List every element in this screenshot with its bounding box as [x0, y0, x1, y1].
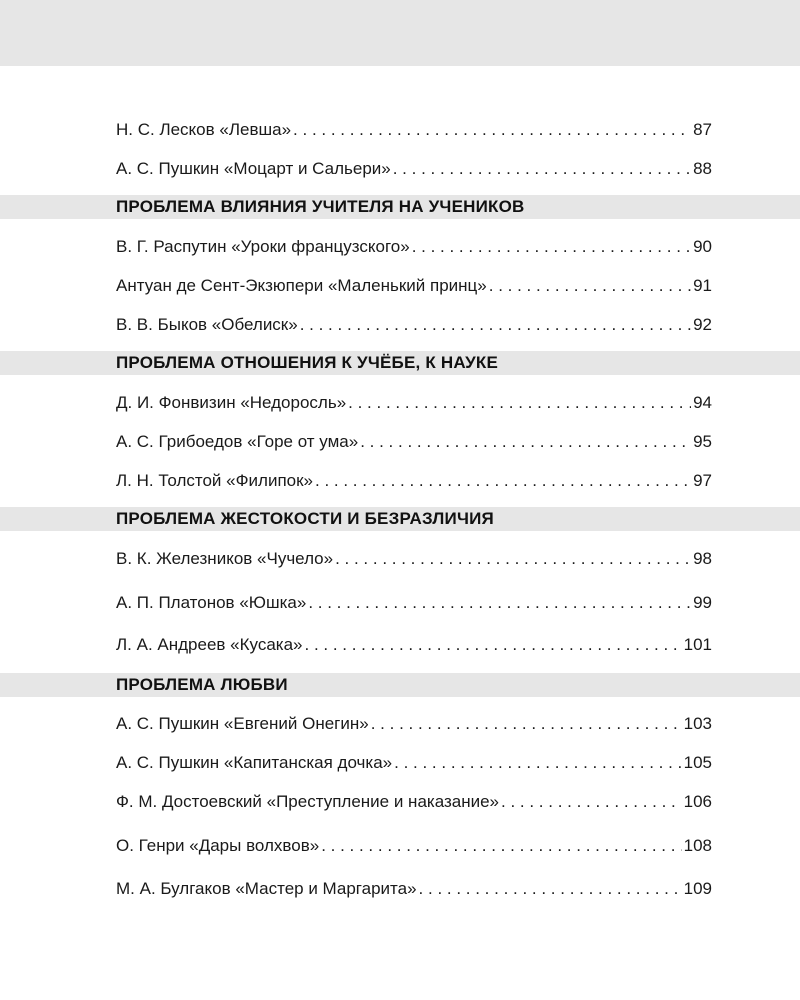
dot-leader: [321, 835, 681, 857]
entry-page-number: 97: [693, 471, 712, 490]
entry-page-number: 103: [683, 714, 712, 733]
entry-title: В. К. Железников «Чучело»: [116, 549, 334, 568]
toc-entry-zheleznikov-chuchelo[interactable]: [116, 548, 712, 570]
section-title: ПРОБЛЕМА ОТНОШЕНИЯ К УЧЁБЕ, К НАУКЕ: [116, 353, 499, 372]
dot-leader: [419, 878, 682, 900]
dot-leader: [394, 752, 681, 774]
section-title: ПРОБЛЕМА ЖЕСТОКОСТИ И БЕЗРАЗЛИЧИЯ: [116, 509, 494, 528]
toc-entry-pushkin-onegin[interactable]: [116, 713, 712, 735]
section-title: ПРОБЛЕМА ЛЮБВИ: [116, 675, 288, 694]
toc-entry-henry-magi[interactable]: [116, 835, 712, 857]
section-header-cruelty: [0, 507, 800, 531]
toc-entry-dostoevsky-crime[interactable]: [116, 791, 712, 813]
dot-leader: [371, 713, 682, 735]
entry-title: Л. Н. Толстой «Филипок»: [116, 471, 313, 490]
entry-title: Л. А. Андреев «Кусака»: [116, 635, 303, 654]
dot-leader: [305, 634, 682, 656]
dot-leader: [501, 791, 682, 813]
section-header-attitude-study: [0, 351, 800, 375]
dot-leader: [315, 470, 691, 492]
dot-leader: [360, 431, 691, 453]
entry-page-number: 91: [693, 276, 712, 295]
section-header-teacher-influence: [0, 195, 800, 219]
entry-title: О. Генри «Дары волхвов»: [116, 836, 320, 855]
entry-title: В. Г. Распутин «Уроки французского»: [116, 237, 410, 256]
entry-title: Ф. М. Достоевский «Преступление и наказание»: [116, 792, 500, 811]
entry-page-number: 108: [683, 836, 712, 855]
toc-entry-leskov-levsha[interactable]: [116, 119, 712, 141]
entry-page-number: 109: [683, 879, 712, 898]
entry-title: А. С. Пушкин «Моцарт и Сальери»: [116, 159, 391, 178]
entry-title: А. С. Грибоедов «Горе от ума»: [116, 432, 359, 451]
toc-entry-saint-exupery-prince[interactable]: [116, 275, 712, 297]
dot-leader: [489, 275, 691, 297]
entry-page-number: 101: [683, 635, 712, 654]
toc-entry-platonov-yushka[interactable]: [116, 592, 712, 614]
dot-leader: [300, 314, 691, 336]
entry-page-number: 106: [683, 792, 712, 811]
toc-entry-bulgakov-master[interactable]: [116, 878, 712, 900]
entry-title: В. В. Быков «Обелиск»: [116, 315, 298, 334]
entry-title: Н. С. Лесков «Левша»: [116, 120, 292, 139]
entry-page-number: 98: [693, 549, 712, 568]
dot-leader: [393, 158, 691, 180]
entry-title: Антуан де Сент-Экзюпери «Маленький принц»: [116, 276, 487, 295]
toc-entry-pushkin-captains-daughter[interactable]: [116, 752, 712, 774]
toc-entry-fonvizin-nedorosl[interactable]: [116, 392, 712, 414]
entry-page-number: 95: [693, 432, 712, 451]
toc-entry-tolstoy-filipok[interactable]: [116, 470, 712, 492]
entry-title: А. С. Пушкин «Капитанская дочка»: [116, 753, 393, 772]
entry-title: А. П. Платонов «Юшка»: [116, 593, 307, 612]
toc-entry-griboedov-gore[interactable]: [116, 431, 712, 453]
toc-entry-andreev-kusaka[interactable]: [116, 634, 712, 656]
entry-page-number: 99: [693, 593, 712, 612]
entry-title: А. С. Пушкин «Евгений Онегин»: [116, 714, 369, 733]
dot-leader: [335, 548, 691, 570]
toc-entry-pushkin-mozart[interactable]: [116, 158, 712, 180]
entry-page-number: 90: [693, 237, 712, 256]
entry-page-number: 92: [693, 315, 712, 334]
section-title: ПРОБЛЕМА ВЛИЯНИЯ УЧИТЕЛЯ НА УЧЕНИКОВ: [116, 197, 525, 216]
entry-page-number: 105: [683, 753, 712, 772]
dot-leader: [293, 119, 691, 141]
dot-leader: [308, 592, 691, 614]
entry-page-number: 87: [693, 120, 712, 139]
toc-entry-rasputin-lessons[interactable]: [116, 236, 712, 258]
section-header-love: [0, 673, 800, 697]
entry-page-number: 88: [693, 159, 712, 178]
toc-entry-bykov-obelisk[interactable]: [116, 314, 712, 336]
entry-page-number: 94: [693, 393, 712, 412]
dot-leader: [412, 236, 691, 258]
entry-title: Д. И. Фонвизин «Недоросль»: [116, 393, 347, 412]
entry-title: М. А. Булгаков «Мастер и Маргарита»: [116, 879, 417, 898]
dot-leader: [348, 392, 691, 414]
